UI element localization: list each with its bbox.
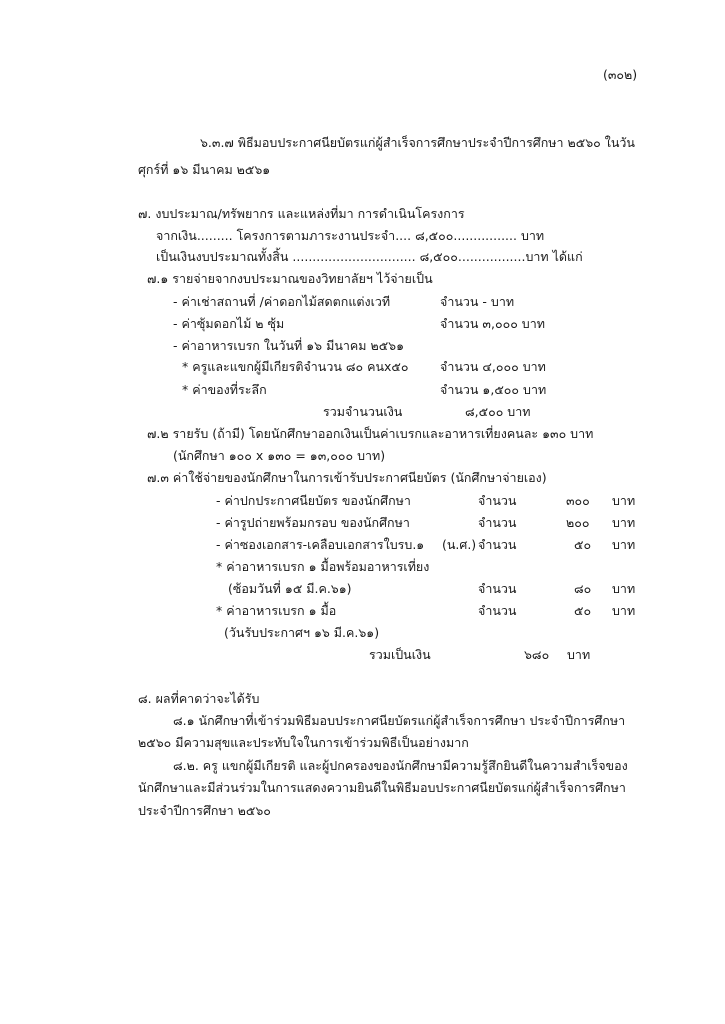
s7-total-line: เป็นเงินงบประมาณทั้งสิ้น ............................... ๘,๕๐๐.................บาท ได้แก่ xyxy=(156,249,583,264)
s8-p2-line1: ๘.๒. ครู แขกผู้มีเกียรติ และผู้ปกครองของนักศึกษามีความรู้สึกยินดีในความสำเร็จของ xyxy=(173,758,628,773)
s71-item5-amount: จำนวน ๑,๕๐๐ บาท xyxy=(440,382,547,397)
s73-row3-unit: บาท xyxy=(612,537,636,552)
s73-row1-label: - ค่าปกประกาศนียบัตร ของนักศึกษา xyxy=(216,493,411,508)
s8-p1-line1: ๘.๑ นักศึกษาที่เข้าร่วมพิธีมอบประกาศนียบัตรแก่ผู้สำเร็จการศึกษา ประจำปีการศึกษา xyxy=(173,713,626,728)
s73-row5-value: ๕๐ xyxy=(574,603,592,618)
s73-row2-unit: บาท xyxy=(612,515,636,530)
s73-row5-qty: จำนวน xyxy=(478,603,517,618)
s73-row5-unit: บาท xyxy=(612,603,636,618)
s73-row3-note: (น.ศ.) xyxy=(442,537,477,552)
s72-line1: ๗.๒ รายรับ (ถ้ามี) โดยนักศึกษาออกเงินเป็นค่าเบรกและอาหารเที่ยงคนละ ๑๓๐ บาท xyxy=(147,426,594,441)
s73-row2-value: ๒๐๐ xyxy=(566,515,590,530)
s8-p2-line3: ประจำปีการศึกษา ๒๕๖๐ xyxy=(138,803,271,818)
s8-heading: ๘. ผลที่คาดว่าจะได้รับ xyxy=(138,691,260,706)
s71-total-amount: ๘,๕๐๐ บาท xyxy=(465,404,531,419)
s73-row3-value: ๕๐ xyxy=(574,537,592,552)
s73-total-unit: บาท xyxy=(567,647,591,662)
s73-row5-label: * ค่าอาหารเบรก ๑ มื้อ xyxy=(216,603,337,618)
s6-line1: ๖.๓.๗ พิธีมอบประกาศนียบัตรแก่ผู้สำเร็จการศึกษาประจำปีการศึกษา ๒๕๖๐ ในวัน xyxy=(200,135,635,150)
s73-row4-label: * ค่าอาหารเบรก ๑ มื้อพร้อมอาหารเที่ยง xyxy=(216,559,430,574)
s71-item3-label: - ค่าอาหารเบรก ในวันที่ ๑๖ มีนาคม ๒๕๖๑ xyxy=(173,338,405,353)
s73-row4-unit: บาท xyxy=(612,581,636,596)
s6-line2: ศุกร์ที่ ๑๖ มีนาคม ๒๕๖๑ xyxy=(138,162,271,177)
s71-total-label: รวมจำนวนเงิน xyxy=(323,404,403,419)
s72-line2: (นักศึกษา ๑๐๐ x ๑๓๐ = ๑๓,๐๐๐ บาท) xyxy=(173,448,386,463)
s71-item2-amount: จำนวน ๓,๐๐๐ บาท xyxy=(440,316,545,331)
s71-item1-amount: จำนวน - บาท xyxy=(440,294,515,309)
s73-total-value: ๖๘๐ xyxy=(524,647,550,662)
s73-row1-qty: จำนวน xyxy=(478,493,517,508)
s73-row4-value: ๘๐ xyxy=(574,581,592,596)
s73-row2-label: - ค่ารูปถ่ายพร้อมกรอบ ของนักศึกษา xyxy=(216,515,410,530)
s73-row2-qty: จำนวน xyxy=(478,515,517,530)
s73-row4-qty: จำนวน xyxy=(478,581,517,596)
s8-p1-line2: ๒๕๖๐ มีความสุขและประทับใจในการเข้าร่วมพิธีเป็นอย่างมาก xyxy=(138,735,469,750)
s71-item5-label: * ค่าของที่ระลึก xyxy=(182,382,267,397)
page-number: (๓๐๒) xyxy=(603,67,638,82)
s73-total-label: รวมเป็นเงิน xyxy=(369,647,431,662)
s7-heading: ๗. งบประมาณ/ทรัพยากร และแหล่งที่มา การดำเนินโครงการ xyxy=(138,206,465,221)
s73-row5-sub: (วันรับประกาศฯ ๑๖ มี.ค.๖๑) xyxy=(224,625,380,640)
s73-row1-unit: บาท xyxy=(612,493,636,508)
s71-heading: ๗.๑ รายจ่ายจากงบประมาณของวิทยาลัยฯ ไว้จ่ายเป็น xyxy=(147,271,433,286)
s73-heading: ๗.๓ ค่าใช้จ่ายของนักศึกษาในการเข้ารับประกาศนียบัตร (นักศึกษาจ่ายเอง) xyxy=(147,470,547,485)
s71-item2-label: - ค่าซุ้มดอกไม้ ๒ ซุ้ม xyxy=(173,316,285,331)
s73-row1-value: ๓๐๐ xyxy=(566,493,590,508)
s71-item1-label: - ค่าเช่าสถานที่ /ค่าดอกไม้สดตกแต่งเวที xyxy=(173,294,391,309)
s71-item4-label: * ครูและแขกผู้มีเกียรติจำนวน ๘๐ คนx๕๐ xyxy=(182,359,409,374)
s7-source-line: จากเงิน......... โครงการตามภาระงานประจำ.... ๘,๕๐๐................ บาท xyxy=(156,228,545,243)
s73-row4-sub: (ซ้อมวันที่ ๑๕ มี.ค.๖๑) xyxy=(228,581,352,596)
s73-row3-qty: จำนวน xyxy=(478,537,517,552)
s8-p2-line2: นักศึกษาและมีส่วนร่วมในการแสดงความยินดีในพิธีมอบประกาศนียบัตรแก่ผู้สำเร็จการศึกษา xyxy=(138,780,626,795)
s73-row3-label: - ค่าซองเอกสาร-เคลือบเอกสารใบรบ.๑ xyxy=(216,537,425,552)
s71-item4-amount: จำนวน ๔,๐๐๐ บาท xyxy=(440,359,546,374)
